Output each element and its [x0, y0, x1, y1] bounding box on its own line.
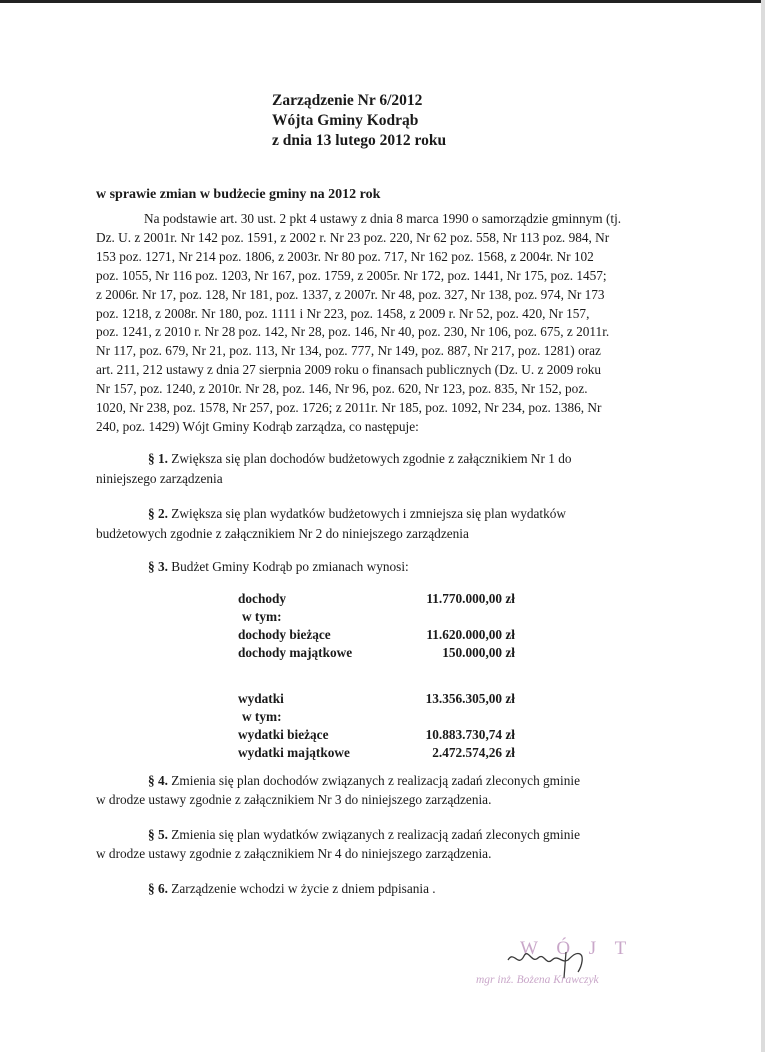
income-label: dochody: [238, 591, 287, 606]
legal-basis-preamble: [96, 210, 684, 437]
section-3-mark: § 3.: [148, 559, 168, 574]
section-1-mark: § 1.: [148, 451, 168, 466]
preamble-line: poz. 1241, z 2010 r. Nr 28 poz. 142, Nr 28, poz. 146, Nr 40, poz. 230, Nr 106, poz. 675, z 2011r.: [96, 324, 610, 340]
income-property-value: 150.000,00 zł: [442, 645, 515, 660]
section-4: [148, 772, 580, 790]
section-1-text: Zwiększa się plan dochodów budżetowych zgodnie z załącznikiem Nr 1 do: [171, 451, 572, 466]
income-current-label: dochody bieżące: [238, 627, 331, 642]
preamble-line: poz. 1218, z 2008r. Nr 180, poz. 1111 i Nr 223, poz. 1458, z 2009 r. Nr 52, poz. 420, Nr 157,: [96, 305, 590, 321]
section-6-mark: § 6.: [148, 881, 168, 896]
section-2: [148, 505, 566, 523]
expense-label: wydatki: [238, 691, 284, 706]
preamble-line: Na podstawie art. 30 ust. 2 pkt 4 ustawy z dnia 8 marca 1990 o samorządzie gminnym (tj.: [144, 211, 622, 226]
stamp-office-title: W Ó J T: [520, 938, 634, 959]
section-4-mark: § 4.: [148, 773, 168, 788]
expense-current-value: 10.883.730,74 zł: [425, 727, 515, 742]
section-5: [148, 826, 580, 844]
section-1: [148, 450, 572, 468]
document-title: Zarządzenie Nr 6/2012: [272, 92, 423, 109]
preamble-line: Dz. U. z 2001r. Nr 142 poz. 1591, z 2002 r. Nr 23 poz. 220, Nr 62 poz. 558, Nr 113 poz. 984, Nr: [96, 229, 610, 245]
section-5-continuation: w drodze ustawy zgodnie z załącznikiem Nr 4 do niniejszego zarządzenia.: [96, 846, 492, 861]
section-2-continuation: budżetowych zgodnie z załącznikiem Nr 2 do niniejszego zarządzenia: [96, 526, 469, 541]
income-value: 11.770.000,00 zł: [426, 591, 515, 606]
section-4-continuation: w drodze ustawy zgodnie z załącznikiem Nr 3 do niniejszego zarządzenia.: [96, 792, 492, 807]
document-subject: w sprawie zmian w budżecie gminy na 2012 rok: [96, 187, 381, 202]
document-date: z dnia 13 lutego 2012 roku: [272, 132, 447, 149]
signature-stamp: [476, 938, 646, 993]
expense-property-value: 2.472.574,26 zł: [432, 745, 515, 760]
income-incl-label: w tym:: [242, 609, 282, 624]
section-2-text: Zwiększa się plan wydatków budżetowych i zmniejsza się plan wydatków: [171, 506, 567, 521]
stamp-signatory-name: mgr inż. Bożena Krawczyk: [476, 974, 599, 986]
section-3-text: Budżet Gminy Kodrąb po zmianach wynosi:: [171, 559, 409, 574]
section-1-continuation: niniejszego zarządzenia: [96, 471, 223, 486]
section-5-text: Zmienia się plan wydatków związanych z realizacją zadań zleconych gminie: [171, 827, 580, 842]
document-issuer: Wójta Gminy Kodrąb: [272, 112, 419, 129]
preamble-line: Nr 117, poz. 679, Nr 21, poz. 113, Nr 134, poz. 777, Nr 149, poz. 887, Nr 217, poz. 1281) oraz: [96, 343, 601, 359]
page-top-border: [0, 0, 765, 3]
income-property-label: dochody majątkowe: [238, 645, 353, 660]
section-4-text: Zmienia się plan dochodów związanych z realizacją zadań zleconych gminie: [171, 773, 580, 788]
income-current-value: 11.620.000,00 zł: [426, 627, 515, 642]
preamble-line: 1020, Nr 238, poz. 1578, Nr 257, poz. 1726; z 2011r. Nr 185, poz. 1092, Nr 234, poz. 1386, Nr: [96, 400, 602, 416]
expense-property-label: wydatki majątkowe: [238, 745, 350, 760]
section-2-mark: § 2.: [148, 506, 168, 521]
preamble-line: 153 poz. 1271, Nr 214 poz. 1806, z 2003r. Nr 80 poz. 717, Nr 162 poz. 1568, z 2004r. Nr 102: [96, 248, 594, 264]
section-6: [148, 880, 436, 898]
preamble-line: 240, poz. 1429) Wójt Gminy Kodrąb zarządza, co następuje:: [96, 418, 419, 434]
section-3: [148, 558, 409, 576]
preamble-line: poz. 1055, Nr 116 poz. 1203, Nr 167, poz. 1759, z 2005r. Nr 172, poz. 1441, Nr 175, poz. 1457;: [96, 267, 607, 283]
expense-incl-label: w tym:: [242, 709, 282, 724]
preamble-line: z 2006r. Nr 17, poz. 128, Nr 181, poz. 1337, z 2007r. Nr 48, poz. 327, Nr 138, poz. 974, Nr 173: [96, 286, 605, 302]
page-right-edge: [761, 0, 765, 1052]
preamble-line: art. 211, 212 ustawy z dnia 27 sierpnia 2009 roku o finansach publicznych (Dz. U. z 2009 roku: [96, 362, 602, 378]
section-6-text: Zarządzenie wchodzi w życie z dniem pdpisania .: [171, 881, 436, 896]
preamble-line: Nr 157, poz. 1240, z 2010r. Nr 28, poz. 146, Nr 96, poz. 620, Nr 123, poz. 835, Nr 152, poz.: [96, 381, 588, 397]
expense-value: 13.356.305,00 zł: [425, 691, 515, 706]
expense-current-label: wydatki bieżące: [238, 727, 329, 742]
section-5-mark: § 5.: [148, 827, 168, 842]
